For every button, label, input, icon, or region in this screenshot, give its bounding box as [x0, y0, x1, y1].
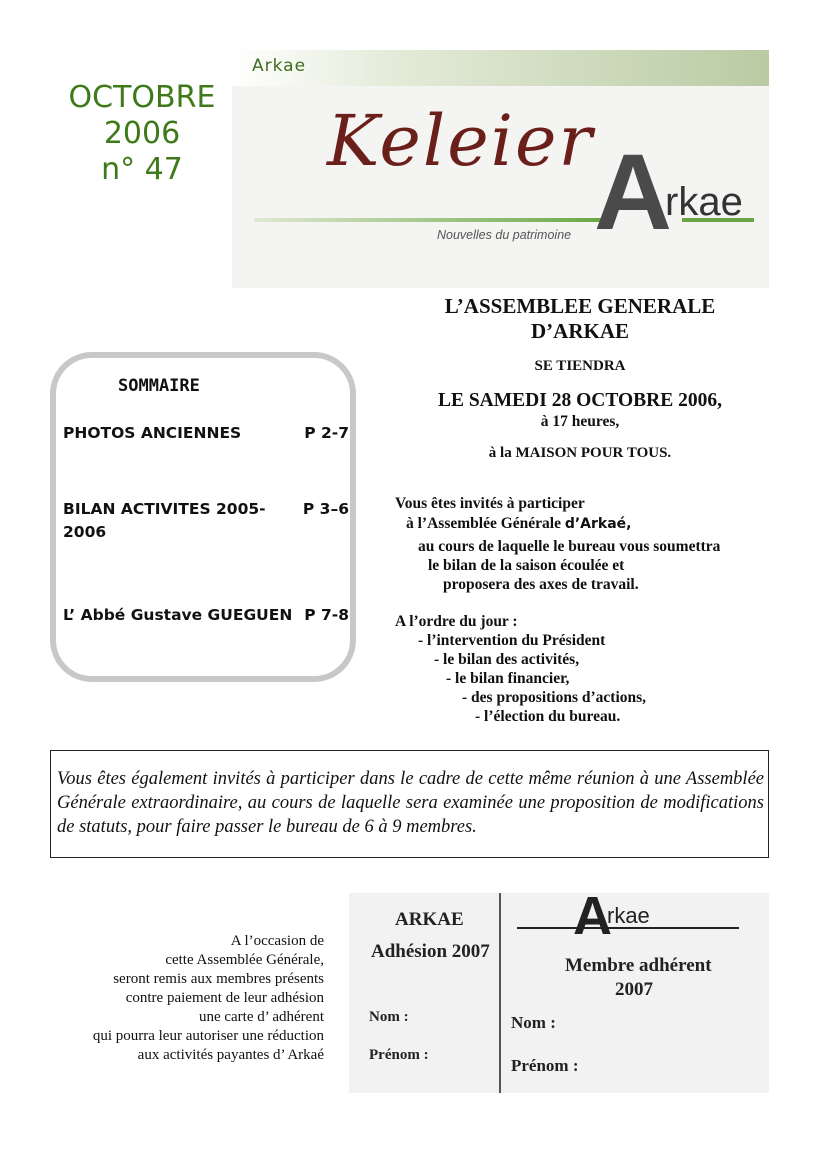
card-divider — [499, 893, 501, 1093]
card-left-title: Adhésion 2007 — [371, 941, 490, 962]
invitation-line: le bilan de la saison écoulée et — [428, 557, 625, 574]
newsletter-title: Keleier — [327, 100, 594, 182]
banner-brand: Arkae — [252, 56, 307, 76]
summary-item — [63, 498, 349, 544]
arkae-logo-letter: A — [594, 131, 672, 252]
invitation-line: proposera des axes de travail. — [443, 576, 639, 593]
assembly-subtitle: SE TIENDRA — [534, 358, 626, 374]
invitation-line: au cours de laquelle le bureau vous soumettra — [418, 538, 721, 555]
summary-item — [63, 422, 349, 445]
card-logo-letter: A — [573, 893, 612, 946]
issue-month: OCTOBRE — [68, 80, 216, 115]
extraordinary-assembly-box — [50, 750, 769, 858]
banner-divider — [254, 218, 604, 222]
invitation-line: Vous êtes invités à participer — [395, 495, 585, 512]
card-left-brand: ARKAE — [395, 909, 464, 930]
summary-item-label: L’ Abbé Gustave GUEGUEN — [63, 606, 293, 624]
arkae-inline: d’Arkaé, — [564, 516, 632, 532]
note-line: une carte d’ adhérent — [198, 1009, 324, 1025]
card-right-firstname-label: Prénom : — [511, 1056, 579, 1075]
agenda-item: - l’élection du bureau. — [475, 708, 621, 725]
membership-card-note — [40, 932, 324, 1065]
agenda-title: A l’ordre du jour : — [395, 613, 518, 630]
agenda-item: - le bilan des activités, — [434, 651, 580, 668]
assembly-place: à la MAISON POUR TOUS. — [488, 445, 672, 461]
assembly-title — [385, 294, 775, 344]
summary-box — [50, 352, 356, 682]
summary-item-label: BILAN ACTIVITES 2005-2006 — [63, 500, 266, 541]
card-left-firstname-label: Prénom : — [369, 1047, 429, 1063]
note-line: cette Assemblée Générale, — [165, 952, 324, 968]
assembly-date: LE SAMEDI 28 OCTOBRE 2006, — [437, 390, 723, 411]
card-right-year: 2007 — [615, 979, 653, 1000]
note-line: A l’occasion de — [230, 933, 324, 949]
card-right-name-label: Nom : — [511, 1013, 556, 1032]
assembly-title-line: L’ASSEMBLEE GENERALE — [444, 294, 716, 318]
summary-item-page: P 3–6 — [302, 500, 349, 518]
assembly-time: à 17 heures, — [540, 413, 620, 430]
assembly-announcement — [385, 294, 775, 462]
note-line: aux activités payantes d’ Arkaé — [137, 1047, 324, 1063]
invitation-line — [406, 514, 632, 534]
header-banner — [232, 50, 769, 288]
issue-year: 2006 — [103, 116, 181, 151]
extraordinary-text: Vous êtes également invités à participer dans le cadre de cette même réunion à une Assemblée Générale extraordinaire, au cours de laquelle sera examinée une proposition de modifications de statuts, pour faire passer le bureau de 6 à 9 membres. — [57, 769, 764, 837]
summary-item — [63, 604, 349, 627]
card-right-title: Membre adhérent — [565, 955, 712, 976]
invitation-text: à l’Assemblée Générale — [406, 515, 561, 532]
banner-gradient-bar — [232, 50, 769, 86]
issue-number: n° 47 — [101, 152, 183, 187]
agenda-item: - l’intervention du Président — [418, 632, 606, 649]
summary-item-label: PHOTOS ANCIENNES — [63, 424, 242, 442]
note-line: qui pourra leur autoriser une réduction — [92, 1028, 324, 1044]
assembly-title-line: D’ARKAE — [531, 319, 629, 343]
card-logo-text: rkae — [607, 903, 650, 928]
issue-info — [62, 80, 222, 188]
summary-title: SOMMAIRE — [118, 376, 200, 396]
arkae-logo-text: rkae — [665, 180, 743, 224]
note-line: seront remis aux membres présents — [113, 971, 324, 987]
banner-tagline: Nouvelles du patrimoine — [437, 228, 572, 242]
agenda-item: - des propositions d’actions, — [462, 689, 647, 706]
summary-item-page: P 7-8 — [304, 606, 349, 624]
agenda-item: - le bilan financier, — [446, 670, 570, 687]
note-line: contre paiement de leur adhésion — [125, 990, 324, 1006]
summary-item-page: P 2-7 — [304, 424, 349, 442]
membership-card-image — [349, 893, 769, 1093]
card-left-name-label: Nom : — [369, 1009, 409, 1025]
